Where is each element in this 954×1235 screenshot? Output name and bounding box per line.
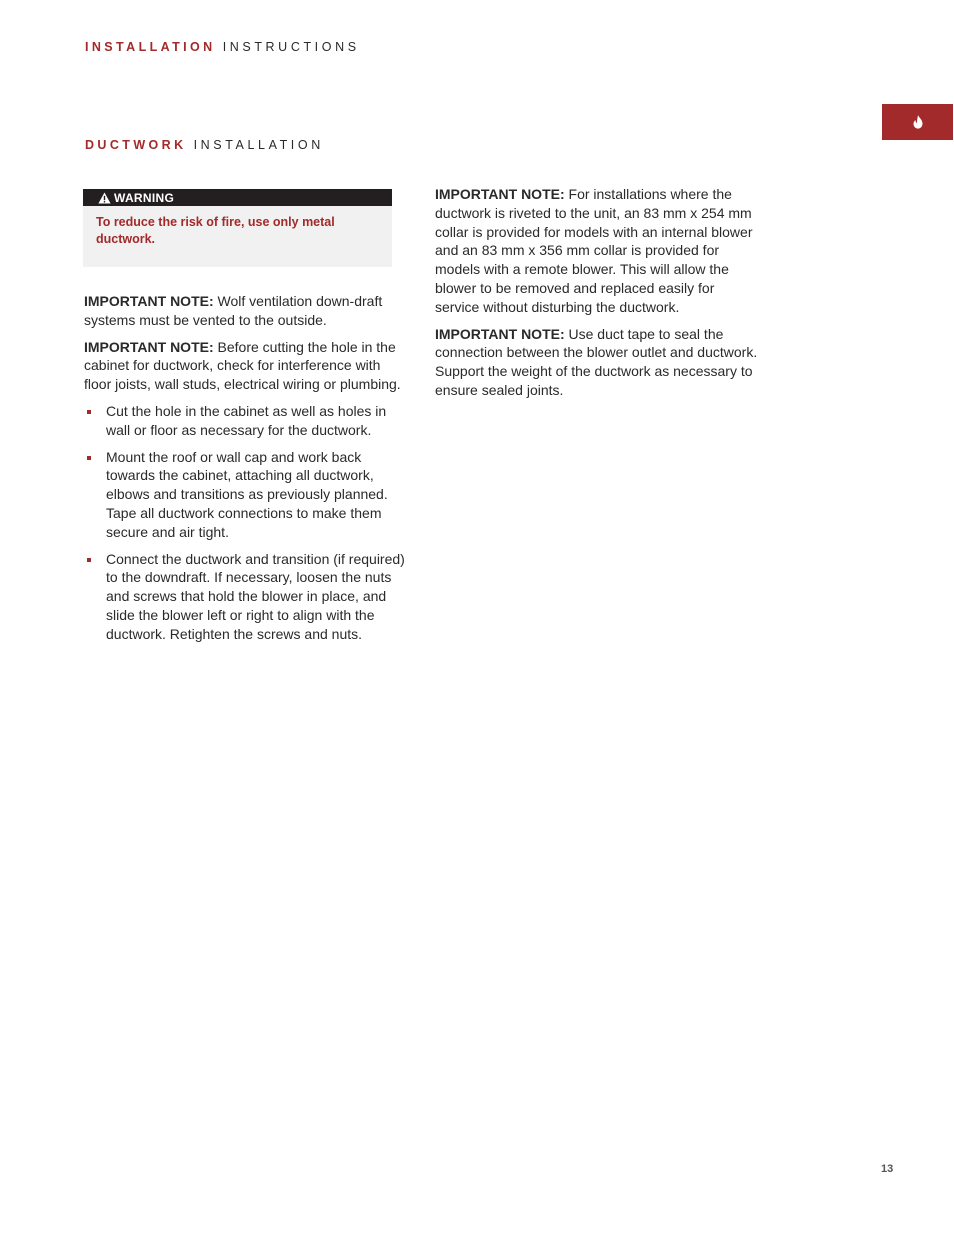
section-tab [882, 104, 953, 140]
important-note [435, 325, 760, 400]
note-text: Wolf ventilation down-draft systems must be vented to the outside. [84, 293, 383, 328]
warning-label: WARNING [114, 190, 175, 205]
warning-box [83, 189, 392, 267]
square-bullet-icon [87, 410, 91, 414]
instruction-list [84, 402, 409, 644]
list-item-text: Mount the roof or wall cap and work back towards the cabinet, attaching all ductwork, elbows and transitions as previously planned. Tape all ductwork connections to make them secure and air tight. [106, 448, 388, 540]
header-strong: INSTALLATION [85, 40, 216, 54]
square-bullet-icon [87, 456, 91, 460]
list-item [84, 402, 409, 440]
note-text: For installations where the ductwork is riveted to the unit, an 83 mm x 254 mm collar is provided for models with an internal blower and an 83 mm x 356 mm collar is provided for models with a remote blower. This will allow the blower to be removed and replaced easily for service without disturbing the ductwork. [435, 186, 753, 315]
left-column [84, 292, 409, 652]
important-note [435, 185, 760, 317]
list-item [84, 550, 409, 644]
running-header [85, 40, 360, 54]
list-item [84, 448, 409, 542]
section-title [85, 138, 324, 152]
warning-bar [83, 189, 392, 206]
note-label: IMPORTANT NOTE: [84, 338, 214, 355]
section-title-strong: DUCTWORK [85, 138, 187, 152]
section-title-rest: INSTALLATION [193, 138, 324, 152]
note-text: Use duct tape to seal the connection between the blower outlet and ductwork. Support the weight of the ductwork as necessary to ensure sealed joints. [435, 325, 758, 398]
flame-icon [912, 115, 924, 129]
square-bullet-icon [87, 558, 91, 562]
note-label: IMPORTANT NOTE: [435, 325, 565, 342]
warning-text: To reduce the risk of fire, use only metal ductwork. [96, 215, 335, 246]
note-text: Before cutting the hole in the cabinet for ductwork, check for interference with floor joists, wall studs, electrical wiring or plumbing. [84, 338, 401, 393]
warning-triangle-icon [98, 192, 111, 204]
page-number: 13 [881, 1163, 894, 1175]
note-label: IMPORTANT NOTE: [435, 186, 565, 202]
important-note [84, 292, 409, 330]
right-column [435, 185, 760, 408]
list-item-text: Connect the ductwork and transition (if required) to the downdraft. If necessary, loosen the nuts and screws that hold the blower in place, and slide the blower left or right to align with the ductwork. Retighten the screws and nuts. [106, 550, 405, 642]
header-rest: INSTRUCTIONS [222, 40, 360, 54]
list-item-text: Cut the hole in the cabinet as well as holes in wall or floor as necessary for the ductwork. [106, 402, 387, 438]
important-note [84, 338, 409, 394]
note-label: IMPORTANT NOTE: [84, 293, 214, 309]
